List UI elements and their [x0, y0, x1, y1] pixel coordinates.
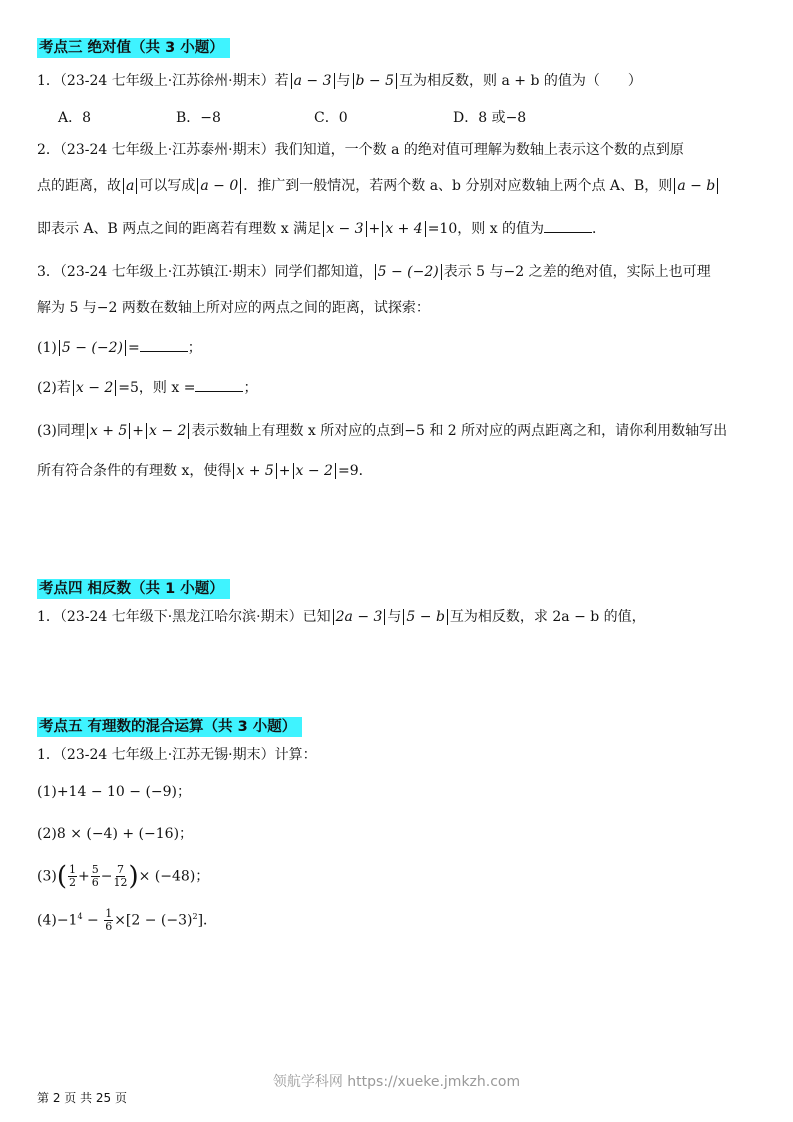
s3-q3-part3-line2: 所有符合条件的有理数 x，使得 x + 5 + x − 2 =9． [37, 463, 373, 479]
fraction: $\frac{1}{2}$ [69, 863, 76, 889]
s5-q1-part4: $(4)-1^4$ − $\frac{1}{6}$ $\times[2 - (-3)^2]$． [37, 907, 218, 934]
watermark: 领航学科网 https://xueke.jmkzh.com [272, 1074, 521, 1090]
fraction: $\frac{1}{6}$ [105, 907, 113, 934]
section-5-heading: 考点五 有理数的混合运算（共 3 小题） [37, 717, 302, 737]
s3-q1-stem: 1．（23-24 七年级上·江苏徐州·期末）若 a − 3 与 b − 5 互为相反数，则 a + b 的值为（ ） [37, 73, 642, 89]
s3-q2-line3: 即表示 A、B 两点之间的距离若有理数 x 满足 x − 3 + x + 4 =10，则 x 的值为 ． [37, 218, 606, 239]
s3-q3-part2: (2)若 x − 2 =5，则 x = ； [37, 377, 257, 398]
s5-q1-part2: (2)8 × (−4) + (−16)； [37, 826, 194, 842]
section-3-heading: 考点三 绝对值（共 3 小题） [37, 38, 230, 58]
s3-q3-line2: 解为 5 与−2 两数在数轴上所对应的两点之间的距离，试探索： [37, 300, 430, 316]
s3-q1-choice-d: D．8 或−8 [453, 110, 527, 126]
s3-q1-choice-b: B．−8 [176, 110, 221, 126]
s5-q1-part3: (3)( $\frac{1}{2}$ + $\frac{5}{6}$ − $\frac{7}{12}$ )× (−48)； [37, 861, 210, 892]
fraction: $\frac{7}{12}$ [113, 863, 128, 889]
s5-q1-part1: (1)+14 − 10 − (−9)； [37, 784, 192, 800]
s3-q3-p1-blank [140, 337, 188, 352]
s3-q1-choice-c: C．0 [314, 110, 348, 126]
section-4-heading: 考点四 相反数（共 1 小题） [37, 579, 230, 599]
s5-q1-stem: 1．（23-24 七年级上·江苏无锡·期末）计算： [37, 747, 317, 763]
s3-q3-line1: 3．（23-24 七年级上·江苏镇江·期末）同学们都知道， 5 − (−2) 表示 5 与−2 之差的绝对值，实际上也可理 [37, 264, 711, 280]
page-footer: 第 2 页 共 25 页 [37, 1091, 127, 1105]
s4-q1: 1．（23-24 七年级下·黑龙江哈尔滨·期末）已知 2a − 3 与 5 − b 互为相反数，求 2a − b 的值， [37, 609, 646, 625]
s3-q2-answer-blank [544, 218, 592, 233]
s3-q3-p2-blank [195, 377, 243, 392]
s3-q1-choice-a: A．8 [58, 110, 92, 126]
s3-q2-line2: 点的距离，故 a 可以写成 a − 0 ．推广到一般情况，若两个数 a、b 分别对应数轴上两个点 A、B，则 a − b [37, 176, 720, 196]
s3-q3-part3-line1: (3)同理 x + 5 + x − 2 表示数轴上有理数 x 所对应的点到−5 和 2 所对应的两点距离之和，请你利用数轴写出 [37, 423, 728, 439]
fraction: $\frac{5}{6}$ [91, 863, 99, 889]
s3-q2-line1: 2．（23-24 七年级上·江苏泰州·期末）我们知道，一个数 a 的绝对值可理解为数轴上表示这个数的点到原 [37, 142, 684, 158]
s3-q3-part1: (1) 5 − (−2) = ； [37, 337, 202, 358]
